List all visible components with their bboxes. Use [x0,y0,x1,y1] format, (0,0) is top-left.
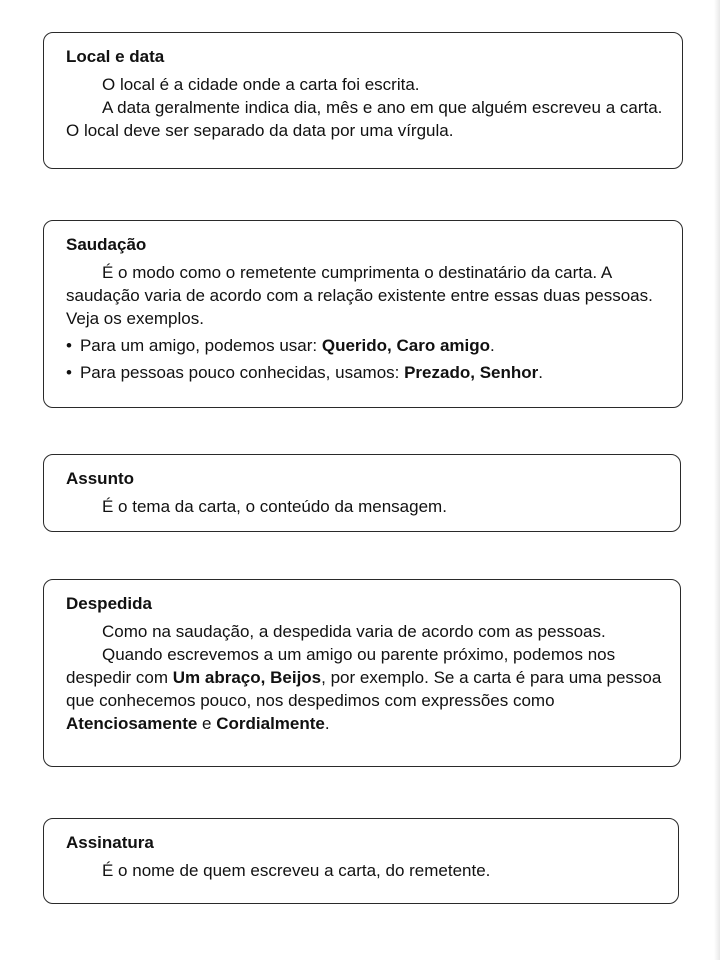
despedida-text-b: , por exemplo. Se a carta é para uma pessoa que conhecemos pouco, nos despedimos com expressões como [66,668,662,710]
despedida-paragraph-1: Como na saudação, a despedida varia de acordo com as pessoas. [102,622,606,641]
page-edge-shadow [714,0,720,960]
local-e-data-paragraph-1: O local é a cidade onde a carta foi escrita. [102,75,420,94]
assunto-paragraph: É o tema da carta, o conteúdo da mensagem. [102,497,447,516]
local-e-data-title: Local e data [66,47,165,66]
assinatura-box [43,818,679,904]
saudacao-bullet-pouco-conhecidas [66,361,664,384]
bullet-text: Para pessoas pouco conhecidas, usamos: [79,363,405,382]
despedida-text-a: Quando escrevemos a um amigo ou parente próximo, podemos nos despedir com [66,645,616,687]
despedida-bold-beijos: Beijos [270,668,322,687]
saudacao-bullet-amigo [66,334,664,357]
bullet-sep: , [387,336,397,355]
saudacao-paragraph: É o modo como o remetente cumprimenta o destinatário da carta. A saudação varia de acordo com a relação existente entre essas duas pessoas. Veja os exemplos. [66,263,653,328]
assunto-title: Assunto [66,469,134,488]
despedida-bold-cordialmente: Cordialmente [216,714,325,733]
despedida-paragraph-2 [66,643,662,735]
despedida-title: Despedida [66,594,152,613]
assinatura-title: Assinatura [66,833,154,852]
saudacao-title: Saudação [66,235,147,254]
despedida-box [43,579,681,767]
local-e-data-paragraph-2: A data geralmente indica dia, mês e ano em que alguém escreveu a carta. O local deve ser separado da data por uma vírgula. [66,98,663,140]
despedida-text-c: e [197,714,217,733]
bullet-bold-querido: Querido [321,336,388,355]
bullet-bold-senhor: Senhor [479,363,539,382]
bullet-end: . [538,363,543,382]
bullet-sep: , [470,363,480,382]
bullet-text: Para um amigo, podemos usar: [79,336,322,355]
saudacao-box [43,220,683,408]
bullet-end: . [490,336,495,355]
despedida-sep: , [260,668,271,687]
bullet-bold-caro-amigo: Caro amigo [396,336,491,355]
despedida-text-d: . [324,714,330,733]
assinatura-paragraph: É o nome de quem escreveu a carta, do remetente. [102,861,491,880]
despedida-bold-um-abraco: Um abraço [172,668,261,687]
despedida-bold-atenciosamente: Atenciosamente [66,714,198,733]
bullet-bold-prezado: Prezado [404,363,471,382]
assunto-box [43,454,681,532]
local-e-data-box [43,32,683,169]
